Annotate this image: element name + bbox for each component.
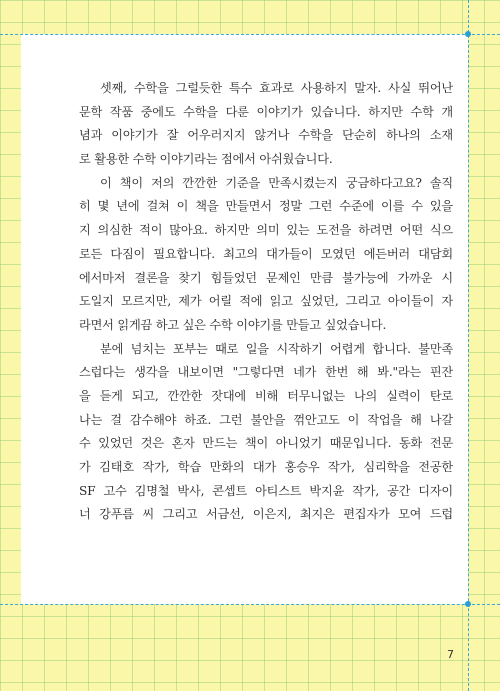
text-line: 로 활용한 수학 이야기라는 점에서 아쉬웠습니다. xyxy=(79,152,333,167)
text-line: 에서마저 결론을 찾기 힘들었던 문제인 만큼 불가능에 가까운 시 xyxy=(79,270,453,285)
text-line: 나는 걸 감수해야 하죠. 그런 불안을 꺾안고도 이 작업을 해 나갈 xyxy=(79,412,453,427)
body-text xyxy=(79,77,453,527)
text-line: 로든 다짐이 필요합니다. 최고의 대가들이 모였던 에든버러 대담회 xyxy=(79,246,453,261)
text-line: 가 김태호 작가, 학습 만화의 대가 홍승우 작가, 심리학을 전공한 xyxy=(79,460,453,474)
frame-corner-dot-bottom xyxy=(465,601,471,607)
text-line: 분에 넘치는 포부는 때로 일을 시작하기 어렵게 합니다. 불만족 xyxy=(100,341,453,356)
text-line: 셋째, 수학을 그럴듯한 특수 효과로 사용하지 말자. 사실 뛰어난 xyxy=(100,81,453,95)
frame-line-right xyxy=(468,0,469,691)
text-line: 지 의심한 적이 많아요. 하지만 의미 있는 도전을 하려면 어떤 식으 xyxy=(79,223,453,238)
text-line: 수 있었던 것은 혼자 만드는 책이 아니었기 때문입니다. 동화 전문 xyxy=(79,436,453,451)
text-line: 스럽다는 생각을 내보이면 "그렇다면 네가 한번 해 봐."라는 핀잔 xyxy=(79,365,453,380)
frame-corner-dot-top xyxy=(465,31,471,37)
text-line: 히 몇 년에 걸쳐 이 책을 만들면서 정말 그런 수준에 이를 수 있을 xyxy=(79,199,453,214)
text-line: 라면서 읽게끔 하고 싶은 수학 이야기를 만들고 싶었습니다. xyxy=(79,317,387,332)
text-line: 너 강푸름 씨 그리고 서금선, 이은지, 최지은 편집자가 모여 드럽 xyxy=(79,507,453,522)
text-line: 문학 작품 중에도 수학을 다룬 이야기가 있습니다. 하지만 수학 개 xyxy=(79,104,453,119)
text-line: 이 책이 저의 깐깐한 기준을 만족시켰는지 궁금하다고요? 솔직 xyxy=(100,175,453,190)
text-line: SF 고수 김명철 박사, 콘셉트 아티스트 박지윤 작가, 공간 디자이 xyxy=(79,483,453,498)
text-line: 도일지 모르지만, 제가 어릴 적에 읽고 싶었던, 그리고 아이들이 자 xyxy=(79,294,453,309)
frame-line-top xyxy=(0,34,500,35)
page-number: 7 xyxy=(447,648,454,661)
text-line: 념과 이야기가 잘 어우러지지 않거나 수학을 단순히 하나의 소재 xyxy=(79,128,453,143)
frame-line-bottom xyxy=(0,604,500,605)
text-line: 을 듣게 되고, 깐깐한 잣대에 비해 터무니없는 나의 실력이 탄로 xyxy=(79,388,453,403)
